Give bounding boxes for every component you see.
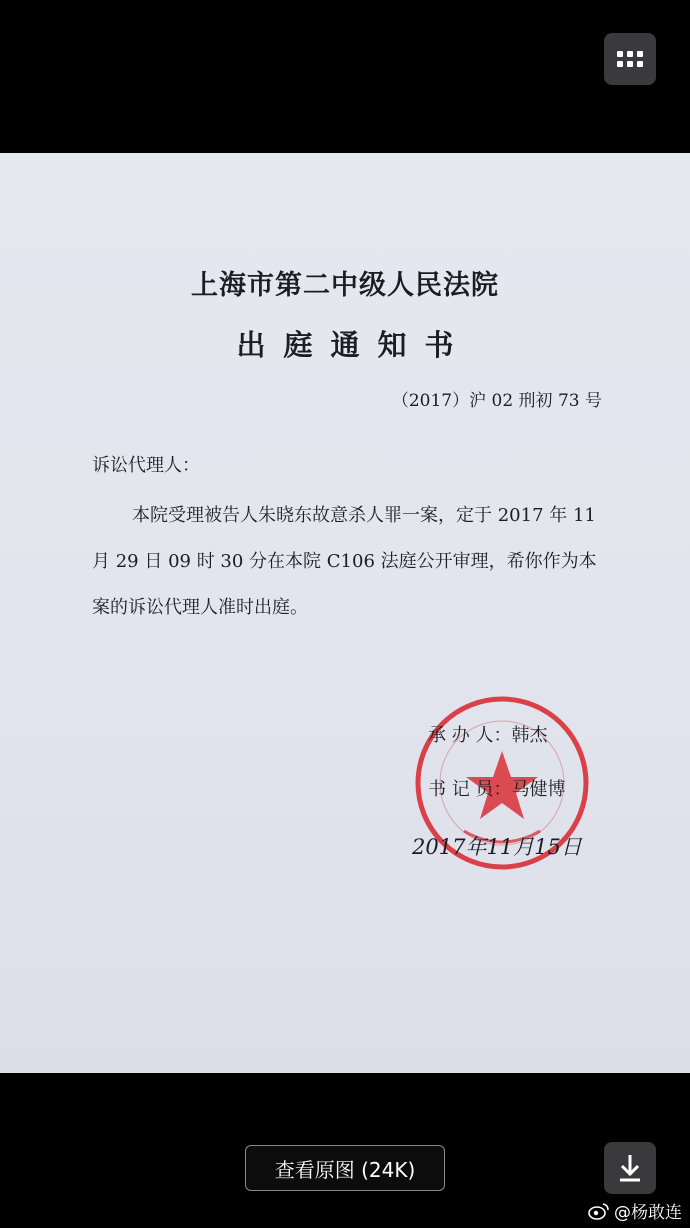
view-original-button[interactable]: 查看原图 (24K) bbox=[245, 1145, 445, 1191]
grid-icon bbox=[617, 51, 643, 67]
watermark-text: @杨敢连 bbox=[614, 1203, 682, 1223]
weibo-watermark bbox=[588, 1198, 682, 1223]
clerk-name: 书 记 员：马健博 bbox=[428, 779, 566, 800]
document-photo[interactable] bbox=[0, 153, 690, 1073]
notice-body: 本院受理被告人朱晓东故意杀人罪一案，定于 2017 年 11 月 29 日 09 时 30 分在本院 C106 法庭公开审理，希你作为本案的诉讼代理人准时出庭。 bbox=[92, 505, 597, 618]
download-button[interactable] bbox=[604, 1142, 656, 1194]
handler-name: 承 办 人：韩杰 bbox=[428, 725, 548, 746]
court-name: 上海市第二中级人民法院 bbox=[191, 270, 499, 301]
case-number: （2017）沪 02 刑初 73 号 bbox=[391, 391, 602, 411]
more-options-button[interactable] bbox=[604, 33, 656, 85]
download-icon bbox=[604, 1142, 656, 1194]
weibo-icon bbox=[588, 1202, 610, 1220]
notice-title: 出庭通知书 bbox=[236, 328, 472, 362]
recipient-line: 诉讼代理人： bbox=[92, 455, 200, 476]
signature-date: 2017年11月15日 bbox=[412, 835, 582, 859]
